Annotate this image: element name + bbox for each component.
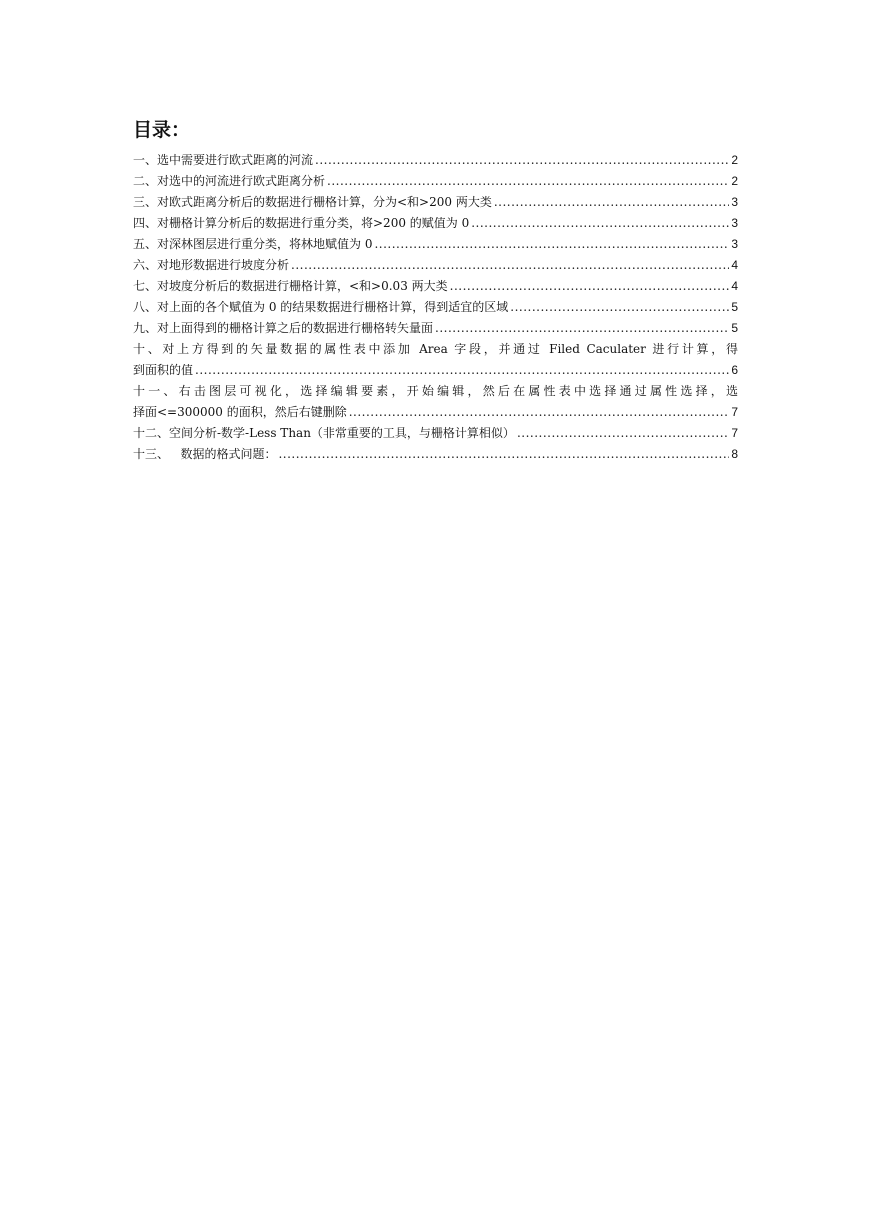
toc-page-number: 8 — [731, 447, 738, 461]
toc-entry-text: 二、对选中的河流进行欧式距离分析 — [133, 174, 326, 188]
dot-leader — [471, 213, 729, 234]
toc-page-number: 4 — [731, 258, 738, 272]
dot-leader — [278, 444, 729, 465]
toc-entry[interactable] — [133, 213, 738, 234]
toc-entry-text-line1: 十、对上方得到的矢量数据的属性表中添加 Area 字段，并通过 Filed Caculater 进行计算，得 — [133, 342, 738, 356]
toc-entry[interactable] — [133, 276, 738, 297]
toc-entry[interactable] — [133, 444, 738, 465]
toc-entry[interactable] — [133, 423, 738, 444]
toc-entry-text-line2: 到面积的值 — [133, 363, 194, 377]
dot-leader — [374, 234, 729, 255]
toc-page-number: 2 — [731, 174, 738, 188]
toc-entry-text: 三、对欧式距离分析后的数据进行栅格计算，分为<和>200 两大类 — [133, 195, 492, 209]
toc-entry[interactable] — [133, 234, 738, 255]
toc-entry-text: 七、对坡度分析后的数据进行栅格计算，<和>0.03 两大类 — [133, 279, 448, 293]
toc-entry-text: 六、对地形数据进行坡度分析 — [133, 258, 290, 272]
dot-leader — [349, 402, 730, 423]
toc-entry-text: 十二、空间分析-数学-Less Than（非常重要的工具，与栅格计算相似） — [133, 426, 515, 440]
toc-page-number: 3 — [731, 216, 738, 230]
toc-entry[interactable] — [133, 339, 738, 381]
dot-leader — [315, 150, 729, 171]
dot-leader — [327, 171, 729, 192]
dot-leader — [494, 192, 729, 213]
toc-page-number: 5 — [731, 300, 738, 314]
toc-page-number: 3 — [731, 195, 738, 209]
toc-page-number: 7 — [731, 426, 738, 440]
toc-entry-text-line2: 择面<=300000 的面积，然后右键删除 — [133, 405, 347, 419]
toc-entry[interactable] — [133, 381, 738, 423]
dot-leader — [510, 297, 729, 318]
dot-leader — [195, 360, 729, 381]
toc-page-number: 5 — [731, 321, 738, 335]
toc-entry-text: 五、对深林图层进行重分类，将林地赋值为 0 — [133, 237, 373, 251]
toc-page-number: 3 — [731, 237, 738, 251]
toc-entry-text: 八、对上面的各个赋值为 0 的结果数据进行栅格计算，得到适宜的区域 — [133, 300, 509, 314]
toc-entry-text: 九、对上面得到的栅格计算之后的数据进行栅格转矢量面 — [133, 321, 434, 335]
toc-entry-text: 四、对栅格计算分析后的数据进行重分类，将>200 的赋值为 0 — [133, 216, 470, 230]
toc-page-number: 7 — [731, 405, 738, 419]
table-of-contents — [133, 116, 738, 465]
toc-page-number: 6 — [731, 363, 738, 377]
toc-entry-text: 十三、 数据的格式问题： — [133, 447, 277, 461]
toc-page-number: 4 — [731, 279, 738, 293]
dot-leader — [517, 423, 729, 444]
toc-entry[interactable] — [133, 150, 738, 171]
toc-entry[interactable] — [133, 192, 738, 213]
toc-page-number: 2 — [731, 153, 738, 167]
toc-entry[interactable] — [133, 297, 738, 318]
toc-entry[interactable] — [133, 255, 738, 276]
dot-leader — [450, 276, 730, 297]
toc-entry-text-line1: 十一、右击图层可视化，选择编辑要素，开始编辑，然后在属性表中选择通过属性选择，选 — [133, 384, 738, 398]
toc-entry[interactable] — [133, 171, 738, 192]
toc-entry-text: 一、选中需要进行欧式距离的河流 — [133, 153, 314, 167]
toc-title: 目录： — [133, 119, 191, 141]
dot-leader — [435, 318, 729, 339]
toc-entry[interactable] — [133, 318, 738, 339]
dot-leader — [291, 255, 729, 276]
